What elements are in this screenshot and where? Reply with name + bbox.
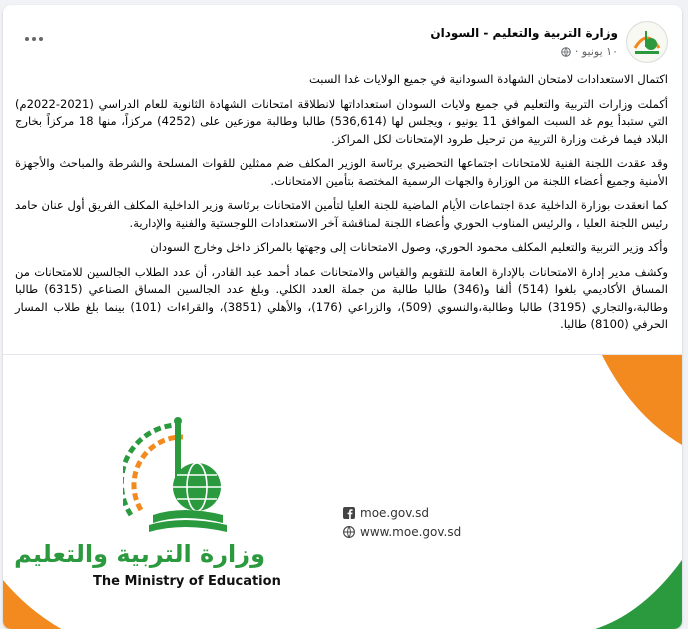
post-timestamp[interactable]: ١٠ يونيو · xyxy=(574,45,618,58)
post-paragraph: وأكد وزير التربية والتعليم المكلف محمود الحوري، وصول الامتحانات إلى وجهتها بالمراكز داخل وخارج السودان xyxy=(150,240,668,254)
post-header xyxy=(3,5,682,67)
facebook-handle-text: moe.gov.sd xyxy=(360,506,430,520)
post-paragraph: كما انعقدت بوزارة الداخلية عدة اجتماعات الأيام الماضية للجنة العليا لتأمين الامتحانات برئاسة وزير الداخلية المكلف الفريق أول عنان حامد رئيس اللجنة العليا ، والرئيس المناوب الحوري وأعضاء اللجنة لمناقشة آخر الاستعدادات اللوجستية والفنية والإدارية. xyxy=(15,198,668,230)
dot-icon xyxy=(25,37,29,41)
website-link xyxy=(343,525,461,539)
dot-icon xyxy=(39,37,43,41)
green-corner-shape xyxy=(592,560,682,629)
ministry-logo-icon xyxy=(627,22,667,62)
post-card xyxy=(3,5,682,629)
page-name[interactable]: وزارة التربية والتعليم - السودان xyxy=(430,26,618,40)
web-globe-icon xyxy=(343,526,355,538)
post-paragraph: وقد عقدت اللجنة الفنية للامتحانات اجتماعها التحضيري برئاسة الوزير المكلف ضم ممثلين للقوات المسلحة والشرطة والمباحث والأجهزة الأمنية وجميع أعضاء اللجنة من الوزارة والجهات الرسمية المختصة بتأمين الامتحانات. xyxy=(15,156,668,188)
website-text: www.moe.gov.sd xyxy=(360,525,462,539)
post-text xyxy=(15,71,668,341)
ministry-emblem-icon xyxy=(123,415,243,540)
globe-icon xyxy=(561,47,571,57)
logo-arabic-text: وزارة التربية والتعليم xyxy=(14,540,265,568)
facebook-icon xyxy=(343,507,355,519)
post-image[interactable] xyxy=(3,354,682,629)
dot-icon xyxy=(32,37,36,41)
page-avatar[interactable] xyxy=(626,21,668,63)
facebook-handle xyxy=(343,506,429,520)
more-options-button[interactable] xyxy=(19,31,49,47)
post-paragraph: أكملت وزارات التربية والتعليم في جميع ولايات السودان استعداداتها لانطلاقة امتحانات الشهادة الثانوية للعام الدراسي (2021-2022م) التي ستبدأ يوم غد السبت الموافق 11 يونيو ، ويجلس لها (536,614) طالبا وطالبة موزعين على (4252) مركزاً، منها 18 مركزاً بخارج البلاد فيما فرغت وزارة التربية من ترحيل طرود الإمتحانات لكل المراكز. xyxy=(15,96,669,146)
logo-english-text: The Ministry of Education xyxy=(93,574,281,589)
orange-corner-shape xyxy=(3,580,63,629)
orange-corner-shape xyxy=(572,355,682,465)
post-headline: اكتمال الاستعدادات لامتحان الشهادة السودانية في جميع الولايات غدا السبت xyxy=(309,72,668,86)
post-meta xyxy=(561,45,618,58)
post-paragraph: وكشف مدير إدارة الامتحانات بالإدارة العامة للتقويم والقياس والامتحانات عماد أحمد عبد القادر، أن عدد الطلاب الجالسين للامتحانات من المساق الأكاديمي بلغوا (514) ألفا و(346) طالبا طالبة من جملة العدد الكلي. وبلغ عدد الجالسين المساق الصناعي (6315) طالبا وطالبة،والتجاري (3195) طالبا وطالبة،والنسوي (509)، والزراعي (176)، والأهلي (3851)، والقراءات (101) بينما بلغ طلاب المسار الحرفي (8100) طالبا. xyxy=(15,264,669,331)
